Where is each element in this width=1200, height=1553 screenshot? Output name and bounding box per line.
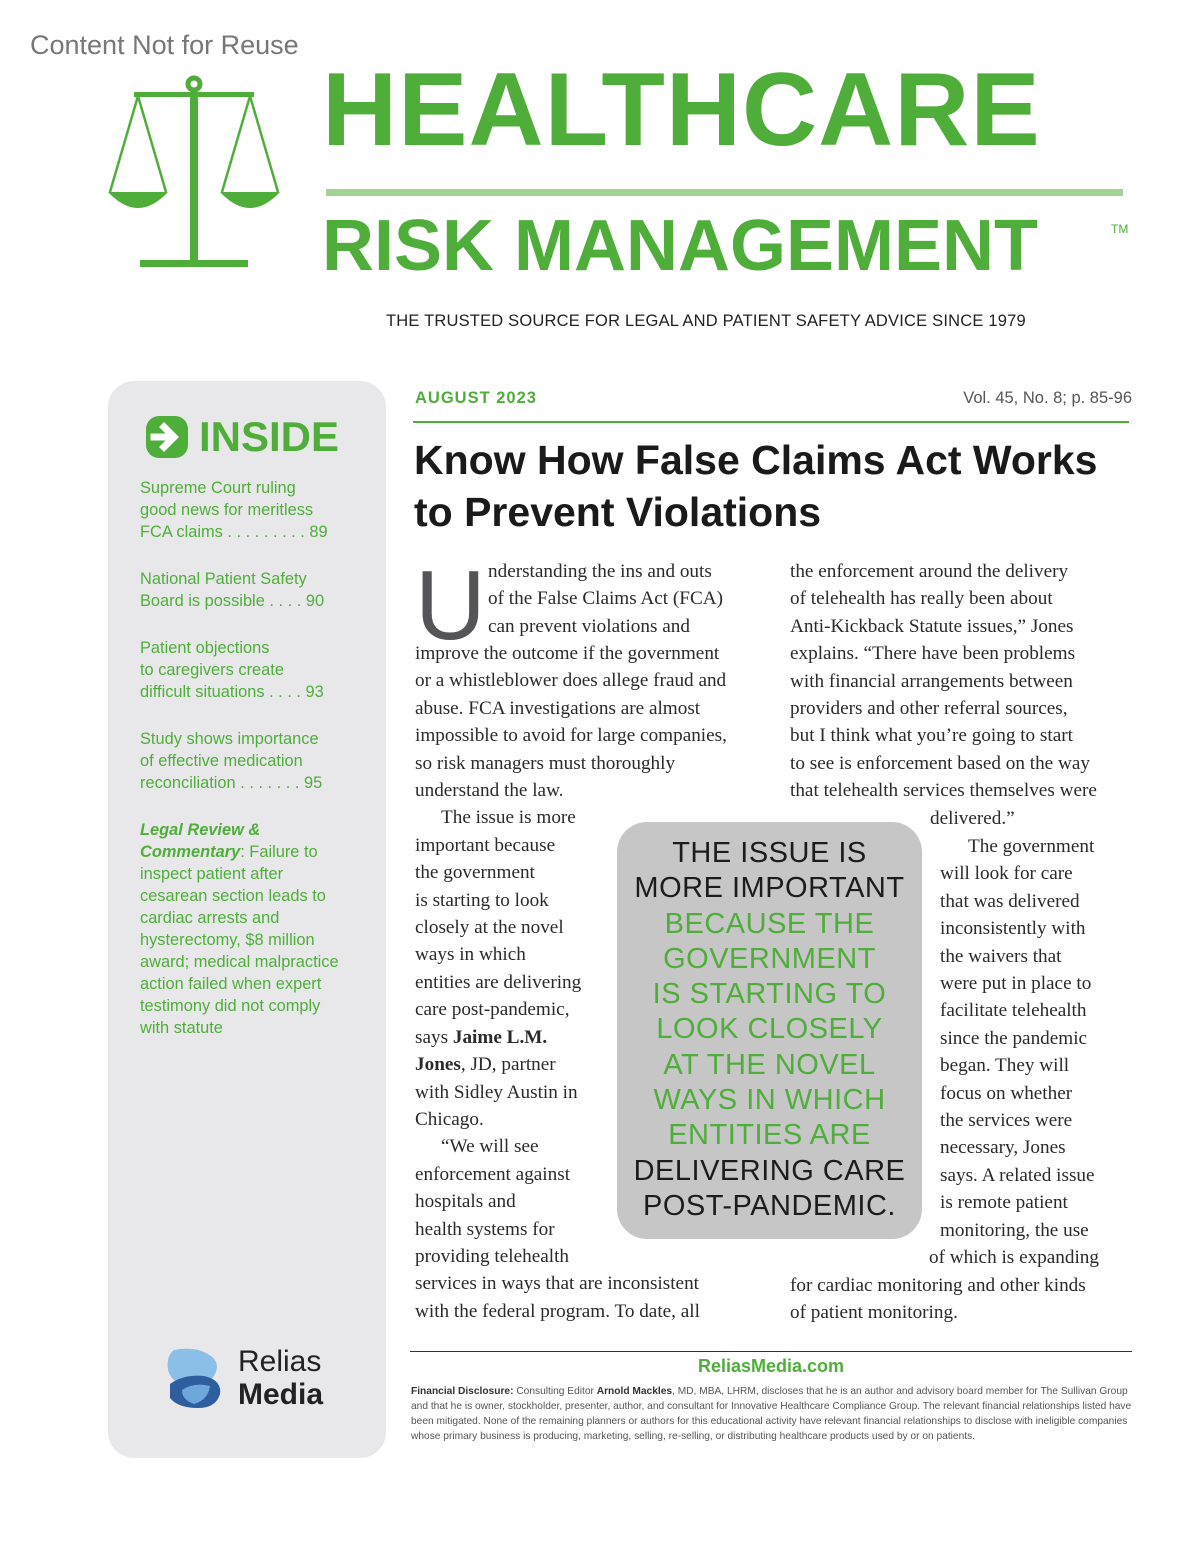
body-line: or a whistleblower does allege fraud and [415,670,727,692]
brand-line: Relias [238,1345,322,1378]
brand-line: Media [238,1378,324,1411]
body-line: monitoring, the use [940,1219,1089,1241]
pull-quote-line: THE ISSUE IS [672,837,867,869]
legal-review-label: Legal Review & Commentary [140,821,261,861]
body-line: focus on whether [940,1082,1073,1104]
body-line: improve the outcome if the government [415,643,720,664]
body-line: The government [968,836,1095,857]
issue-volume: Vol. 45, No. 8; p. 85-96 [963,389,1132,407]
masthead-title-line2: RISK MANAGEMENT [322,206,1038,286]
body-line: to see is enforcement based on the way [790,752,1090,774]
toc-page-number: 90 [305,592,325,610]
body-line: of telehealth has really been about [790,588,1053,610]
body-line: hospitals and [415,1191,516,1213]
body-line: health systems for [415,1218,555,1240]
toc-line: difficult situations [140,683,265,701]
body-line: entities are delivering [415,971,582,993]
body-line: so risk managers must thoroughly [415,752,676,774]
body-line: says. A related issue [940,1164,1095,1186]
body-line: began. They will [940,1055,1070,1077]
relias-media-logo-icon [164,1346,224,1414]
inside-title: INSIDE [199,413,340,460]
headline-line: Know How False Claims Act Works [414,437,1098,483]
toc-line: National Patient Safety [140,570,307,588]
body-line: will look for care [940,863,1073,885]
body-line: with the federal program. To date, all [415,1300,700,1322]
body-line: of which is expanding [929,1247,1099,1268]
arrow-right-circle-icon [145,415,189,459]
body-line: abuse. FCA investigations are almost [415,697,701,719]
body-line: understand the law. [415,780,564,802]
financial-disclosure [411,1384,1134,1444]
relias-media-wordmark [238,1345,323,1411]
body-line: that was delivered [940,890,1080,912]
pull-quote-line: GOVERNMENT [663,942,876,975]
disclosure-text: , MD, MBA, LHRM, discloses that he is an author and advisory board member for The Sullivan Group and that he is owner, stockholder, presenter, author, and consultant for Innovative Healthcare Compliance Group. The relevant financial relationships listed have been mitigated. None of the remaining planners or authors for this educational activity have relevant financial relationships to disclose with ineligible companies whose primary business is producing, marketing, selling, re-selling, or distributing healthcare products used by or on patients. [411,1386,1132,1442]
toc-line: Patient objections [140,639,270,657]
legal-review-text: : Failure to inspect patient after cesarean section leads to cardiac arrests and hysterectomy, $8 million award; medical malpractice action failed when expert testimony did not comply with statute [140,843,339,1037]
body-paragraph [790,1272,1086,1327]
toc-line: FCA claims [140,523,223,541]
body-line: impossible to avoid for large companies, [415,725,727,747]
inside-header [145,415,339,459]
body-line: The issue is more [441,807,576,829]
toc-line: Supreme Court ruling [140,479,296,497]
body-text: says [415,1026,453,1048]
pull-quote-line: MORE IMPORTANT [634,872,905,905]
body-line: is remote patient [940,1192,1068,1214]
body-line: the enforcement around the delivery [790,561,1069,582]
pull-quote-line: ENTITIES ARE [668,1119,871,1152]
body-line: enforcement against [415,1163,571,1185]
toc-page-number: 89 [309,523,328,541]
body-line: important because [415,834,556,856]
body-line: Chicago. [415,1108,484,1130]
toc-item[interactable]: Supreme Court ruling good news for meritless FCA claims . . . . . . . . . 89 [140,477,352,543]
masthead-title-line1: HEALTHCARE [322,52,1041,168]
body-line: explains. “There have been problems [790,643,1076,665]
body-line: providing telehealth [415,1245,569,1267]
drop-cap: U [415,550,486,660]
body-line: can prevent violations and [488,615,690,637]
body-line: inconsistently with [940,918,1086,940]
body-line: the services were [940,1110,1073,1132]
body-text: , JD, partner [460,1054,556,1076]
toc-line: reconciliation [140,774,236,792]
disclosure-text: Consulting Editor [513,1386,597,1397]
legal-review-item[interactable] [140,819,352,1039]
headline-line: to Prevent Violations [414,489,822,535]
body-line: closely at the novel [415,917,564,939]
body-paragraph [940,833,1095,1244]
toc-line: to caregivers create [140,661,284,679]
toc-line: of effective medication [140,752,303,770]
body-line: nderstanding the ins and outs [488,561,712,582]
body-line: necessary, Jones [940,1137,1066,1159]
pull-quote-line: POST-PANDEMIC. [643,1189,896,1222]
article-headline [414,434,1144,538]
body-line: of patient monitoring. [790,1302,958,1324]
trademark-mark: TM [1111,222,1129,236]
toc-item[interactable]: National Patient Safety Board is possible . . . . 90 [140,568,352,612]
pull-quote-line: IS STARTING TO [652,978,887,1011]
body-paragraph [790,558,1097,805]
body-line: Anti-Kickback Statute issues,” Jones [790,615,1074,637]
person-name: Jaime L.M. [452,1026,548,1048]
pull-quote-line: WAYS IN WHICH [653,1084,886,1117]
body-paragraph [488,558,723,640]
content-notice: Content Not for Reuse [30,30,299,60]
pull-quote-line: LOOK CLOSELY [656,1013,883,1046]
toc-line: Board is possible [140,592,265,610]
body-line: the government [415,862,535,884]
issue-date: AUGUST 2023 [415,389,537,407]
body-line: were put in place to [940,973,1092,995]
masthead-tagline: THE TRUSTED SOURCE FOR LEGAL AND PATIENT SAFETY ADVICE SINCE 1979 [386,312,1026,330]
footer-rule [410,1351,1132,1352]
body-line: “We will see [441,1136,539,1158]
body-line: of the False Claims Act (FCA) [488,588,724,610]
body-line: that telehealth services themselves were [790,780,1097,802]
pull-quote-line: BECAUSE THE [664,907,875,940]
toc-item[interactable]: Study shows importance of effective medication reconciliation . . . . . . . 95 [140,728,352,794]
body-line: ways in which [415,944,526,966]
body-line: for cardiac monitoring and other kinds [790,1275,1086,1296]
body-line: with financial arrangements between [790,670,1073,692]
site-link[interactable]: ReliasMedia.com [697,1356,845,1376]
pull-quote-text [617,836,922,1224]
pull-quote-line: DELIVERING CARE [633,1154,906,1187]
toc-line: Study shows importance [140,730,319,748]
masthead-divider [326,189,1123,196]
toc-item[interactable]: Patient objections to caregivers create difficult situations . . . . 93 [140,637,352,703]
toc-line: good news for meritless [140,501,314,519]
header-rule [413,421,1129,423]
body-line: with Sidley Austin in [415,1081,578,1103]
body-line: the waivers that [940,945,1062,967]
toc-page-number: 95 [303,774,323,792]
person-name: Jones [415,1054,461,1076]
pull-quote-line: AT THE NOVEL [663,1048,876,1081]
body-line: facilitate telehealth [940,1000,1087,1022]
body-line: since the pandemic [940,1027,1088,1049]
body-line: is starting to look [415,889,549,911]
body-line: care post-pandemic, [415,999,570,1021]
body-line: delivered.” [930,808,1015,829]
scales-of-justice-icon [104,74,284,274]
editor-name: Arnold Mackles [596,1386,673,1397]
toc-page-number: 93 [305,683,324,701]
disclosure-label: Financial Disclosure: [411,1386,514,1397]
body-line: services in ways that are inconsistent [415,1273,699,1295]
body-line: but I think what you’re going to start [790,725,1073,747]
body-line: providers and other referral sources, [790,698,1068,720]
